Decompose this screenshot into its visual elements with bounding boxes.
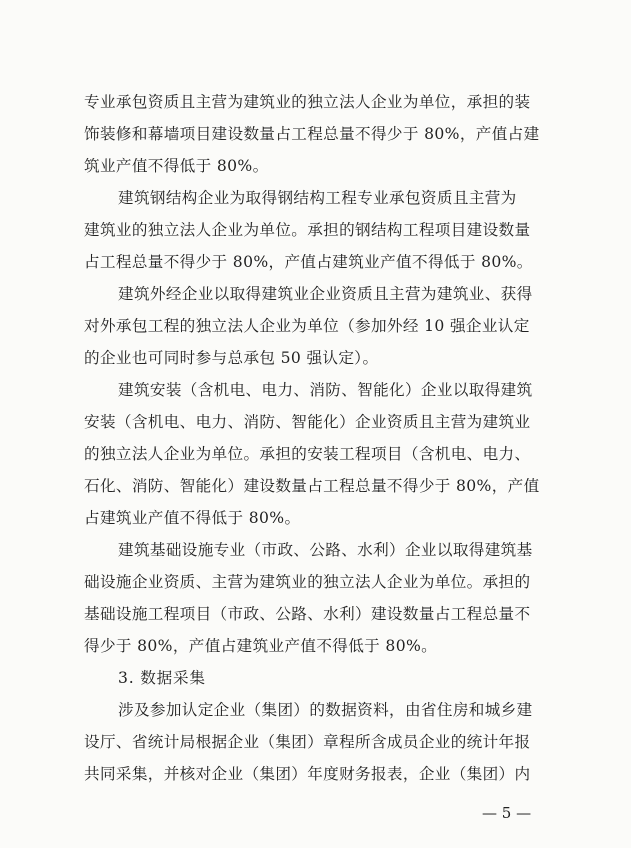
paragraph-1-line-2: 饰装修和幕墙项目建设数量占工程总量不得少于 80%，产值占建	[84, 125, 540, 143]
paragraph-4-line-4: 石化、消防、智能化）建设数量占工程总量不得少于 80%，产值	[84, 477, 540, 495]
paragraph-3-line-1: 建筑外经企业以取得建筑业企业资质且主营为建筑业、获得	[118, 285, 533, 303]
paragraph-2-line-3: 占工程总量不得少于 80%，产值占建筑业产值不得低于 80%。	[84, 253, 533, 271]
section-heading: 3. 数据采集	[118, 669, 206, 687]
final-paragraph-line-3: 共同采集，并核对企业（集团）年度财务报表，企业（集团）内	[84, 765, 531, 783]
page-number: — 5 —	[482, 804, 532, 822]
paragraph-5-line-2: 础设施企业资质、主营为建筑业的独立法人企业为单位。承担的	[84, 573, 531, 591]
paragraph-4-line-5: 占建筑业产值不得低于 80%。	[84, 509, 301, 527]
final-paragraph-line-2: 设厅、省统计局根据企业（集团）章程所含成员企业的统计年报	[84, 733, 531, 751]
paragraph-1-line-3: 筑业产值不得低于 80%。	[84, 157, 269, 175]
paragraph-2-line-2: 建筑业的独立法人企业为单位。承担的钢结构工程项目建设数量	[84, 221, 531, 239]
paragraph-5-line-3: 基础设施工程项目（市政、公路、水利）建设数量占工程总量不	[84, 605, 531, 623]
paragraph-3-line-2: 对外承包工程的独立法人企业为单位（参加外经 10 强企业认定	[84, 317, 530, 335]
paragraph-3-line-3: 的企业也可同时参与总承包 50 强认定）。	[84, 349, 379, 367]
paragraph-4-line-1: 建筑安装（含机电、电力、消防、智能化）企业以取得建筑	[118, 381, 533, 399]
paragraph-2-line-1: 建筑钢结构企业为取得钢结构工程专业承包资质且主营为	[118, 189, 517, 207]
paragraph-4-line-2: 安装（含机电、电力、消防、智能化）企业资质且主营为建筑业	[84, 413, 531, 431]
paragraph-5-line-4: 得少于 80%，产值占建筑业产值不得低于 80%。	[84, 637, 438, 655]
final-paragraph-line-1: 涉及参加认定企业（集团）的数据资料，由省住房和城乡建	[118, 701, 533, 719]
paragraph-4-line-3: 的独立法人企业为单位。承担的安装工程项目（含机电、电力、	[84, 445, 531, 463]
paragraph-1-line-1: 专业承包资质且主营为建筑业的独立法人企业为单位，承担的装	[84, 93, 531, 111]
paragraph-5-line-1: 建筑基础设施专业（市政、公路、水利）企业以取得建筑基	[118, 541, 533, 559]
